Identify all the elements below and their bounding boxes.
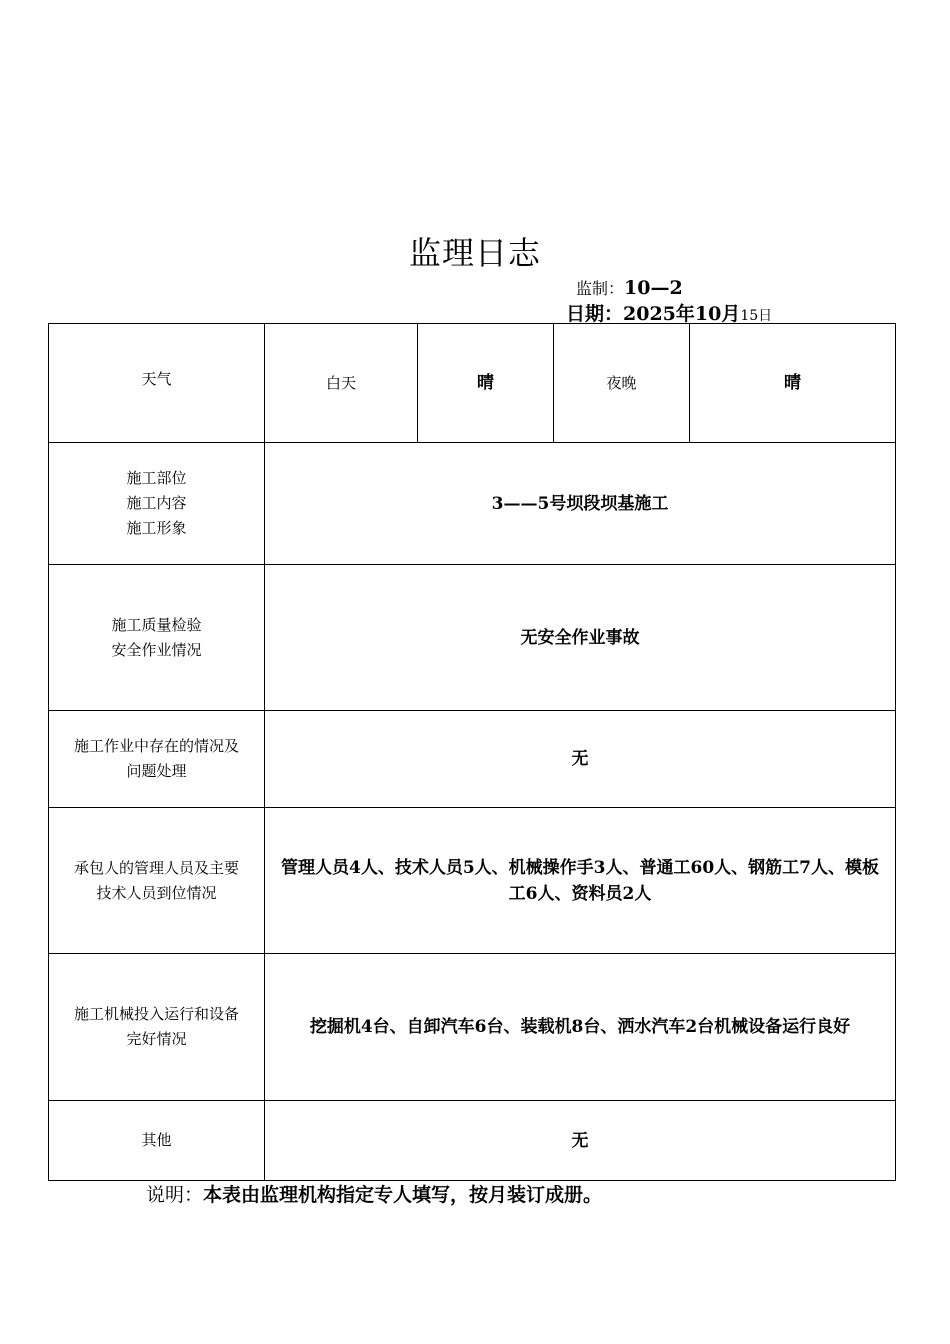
row-value-other: 无: [265, 1101, 896, 1181]
row-label-personnel: 承包人的管理人员及主要 技术人员到位情况: [49, 808, 265, 954]
row-value-quality-safety: 无安全作业事故: [265, 565, 896, 711]
form-code-value: 10—2: [624, 277, 683, 299]
log-table: [48, 323, 896, 1181]
table-row: [49, 808, 896, 954]
row-value-personnel: 管理人员4人、技术人员5人、机械操作手3人、普通工60人、钢筋工7人、模板工6人、资料员2人: [265, 808, 896, 954]
table-row: [49, 954, 896, 1101]
page-title: 监理日志: [408, 234, 541, 272]
night-weather-value: 晴: [690, 324, 896, 443]
night-label: 夜晚: [554, 324, 690, 443]
form-code: [576, 276, 683, 299]
row-value-construction-site: 3——5号坝段坝基施工: [265, 443, 896, 565]
footnote-text: 本表由监理机构指定专人填写，按月装订成册。: [203, 1184, 603, 1206]
row-value-machinery: 挖掘机4台、自卸汽车6台、装载机8台、洒水汽车2台机械设备运行良好: [265, 954, 896, 1101]
day-label: 白天: [265, 324, 418, 443]
row-label-quality-safety: 施工质量检验 安全作业情况: [49, 565, 265, 711]
day-weather-value: 晴: [418, 324, 554, 443]
table-row: [49, 1101, 896, 1181]
form-code-label: 监制：: [576, 279, 625, 298]
date-day: 15日: [740, 308, 773, 324]
weather-row: [49, 324, 896, 443]
footnote-prefix: 说明：: [146, 1184, 204, 1206]
row-label-issues: 施工作业中存在的情况及 问题处理: [49, 711, 265, 808]
table-row: [49, 443, 896, 565]
row-label-construction-site: 施工部位 施工内容 施工形象: [49, 443, 265, 565]
weather-label: 天气: [49, 324, 265, 443]
date-line: [566, 299, 772, 326]
row-label-other: 其他: [49, 1101, 265, 1181]
row-label-machinery: 施工机械投入运行和设备 完好情况: [49, 954, 265, 1101]
row-value-issues: 无: [265, 711, 896, 808]
table-row: [49, 565, 896, 711]
footnote: [146, 1180, 602, 1207]
date-label: 日期：2025年10月: [566, 303, 741, 325]
table-row: [49, 711, 896, 808]
